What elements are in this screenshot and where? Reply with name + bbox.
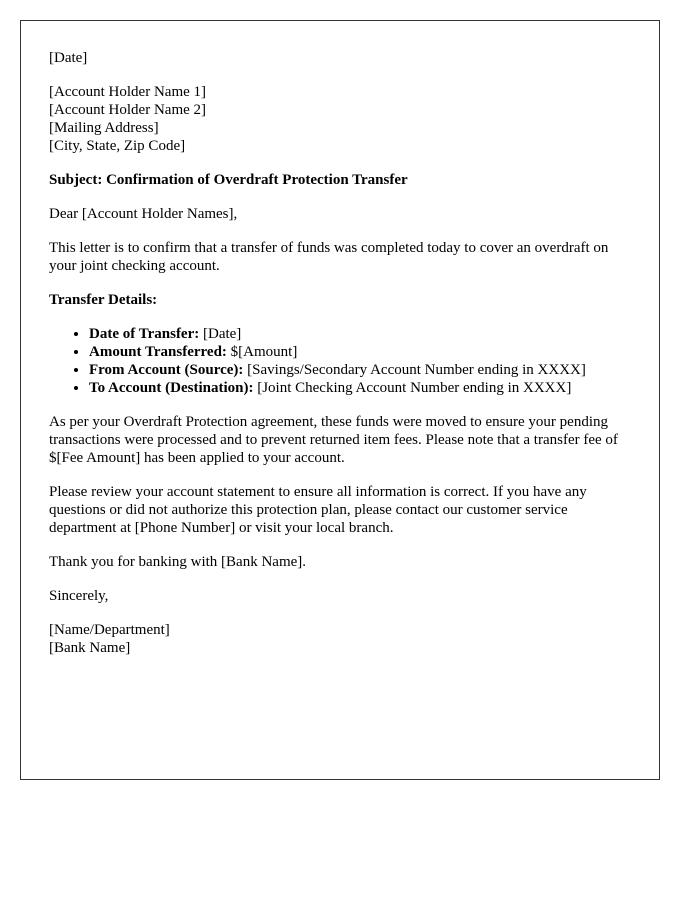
detail-term: To Account (Destination):	[89, 380, 254, 396]
intro-text: This letter is to confirm that a transfer of funds was completed today to cover an overdraft on your joint checking account.	[49, 240, 609, 274]
agreement-text: As per your Overdraft Protection agreement, these funds were moved to ensure your pending transactions were processed and to prevent returned item fees. Please note that a transfer fee of $[Fee Amount] has been applied to your account.	[49, 414, 618, 466]
review-text: Please review your account statement to ensure all information is correct. If you have any questions or did not authorize this protection plan, please contact our customer service department at [Phone Number] or visit your local branch.	[49, 484, 587, 536]
transfer-details-heading	[49, 291, 631, 309]
recipient-name-2: [Account Holder Name 2]	[49, 102, 207, 118]
letter-page	[20, 20, 660, 780]
signature-bank: [Bank Name]	[49, 640, 131, 656]
detail-term: Amount Transferred:	[89, 344, 227, 360]
recipient-address	[49, 83, 631, 155]
subject-text: Subject: Confirmation of Overdraft Protection Transfer	[49, 172, 408, 188]
thanks-paragraph	[49, 553, 631, 571]
letter-date	[49, 49, 631, 67]
salutation	[49, 205, 631, 223]
detail-term: From Account (Source):	[89, 362, 244, 378]
review-paragraph	[49, 483, 631, 537]
detail-value: $[Amount]	[226, 344, 298, 360]
salutation-text: Dear [Account Holder Names],	[49, 206, 238, 222]
subject-line	[49, 171, 631, 189]
agreement-paragraph	[49, 413, 631, 467]
detail-value: [Savings/Secondary Account Number ending in XXXX]	[243, 362, 586, 378]
details-heading-text: Transfer Details:	[49, 292, 158, 308]
date-text: [Date]	[49, 50, 88, 66]
signature-name: [Name/Department]	[49, 622, 170, 638]
signature-block	[49, 621, 631, 657]
detail-item-from-account	[89, 361, 631, 379]
detail-value: [Joint Checking Account Number ending in XXXX]	[253, 380, 572, 396]
recipient-mailing-address: [Mailing Address]	[49, 120, 159, 136]
closing	[49, 587, 631, 605]
detail-item-to-account	[89, 379, 631, 397]
recipient-name-1: [Account Holder Name 1]	[49, 84, 207, 100]
detail-value: [Date]	[199, 326, 242, 342]
closing-text: Sincerely,	[49, 588, 109, 604]
detail-term: Date of Transfer:	[89, 326, 200, 342]
recipient-city-state-zip: [City, State, Zip Code]	[49, 138, 186, 154]
detail-item-amount	[89, 343, 631, 361]
intro-paragraph	[49, 239, 631, 275]
detail-item-date	[89, 325, 631, 343]
thanks-text: Thank you for banking with [Bank Name].	[49, 554, 307, 570]
transfer-details-list	[49, 325, 631, 397]
